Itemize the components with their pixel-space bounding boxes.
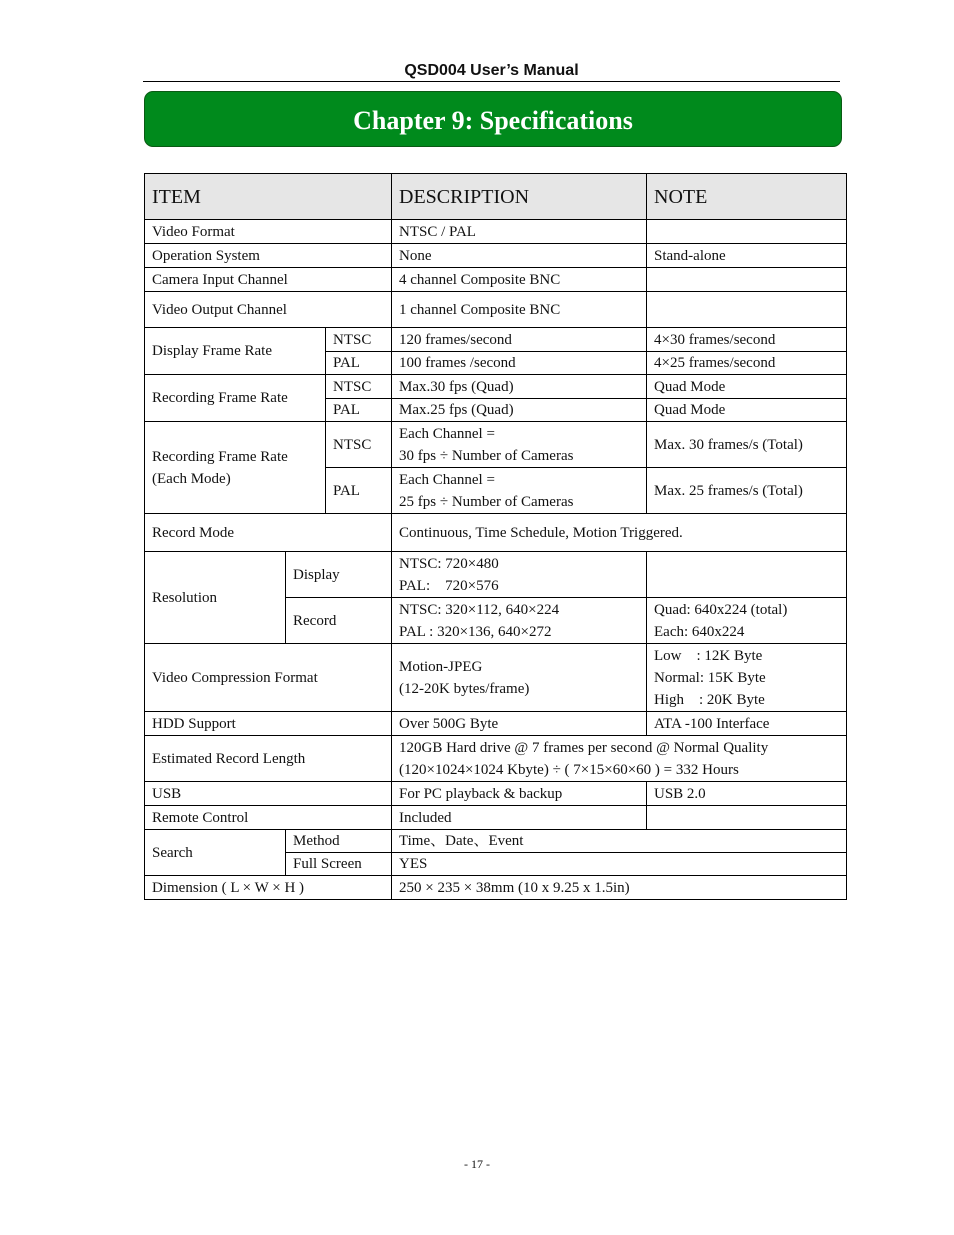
description-line: Each Channel = [399,425,495,442]
row-description: 250 × 235 × 38mm (10 x 9.25 x 1.5in) [392,876,847,900]
row-item: Video Format [145,220,392,244]
row-item: USB [145,782,392,806]
row-subitem: Method [286,830,392,853]
row-item: Estimated Record Length [145,736,392,782]
row-item: Remote Control [145,806,392,830]
row-description: For PC playback & backup [392,782,647,806]
row-subitem: PAL [326,399,392,422]
row-item: Display Frame Rate [145,328,326,375]
row-description [392,422,647,468]
row-description: 120 frames/second [392,328,647,352]
row-subitem: NTSC [326,375,392,399]
description-line: 25 fps ÷ Number of Cameras [399,493,574,510]
table-row [145,830,847,853]
row-description [392,468,647,514]
row-item-line: Recording Frame Rate [152,448,288,465]
row-description: 100 frames /second [392,352,647,375]
row-item: Dimension ( L × W × H ) [145,876,392,900]
description-line: NTSC: 720×480 [399,555,499,572]
description-line: (12-20K bytes/frame) [399,680,530,697]
note-line: Normal: 15K Byte [654,669,766,686]
row-description: None [392,244,647,268]
row-item [145,422,326,514]
row-note: Max. 30 frames/s (Total) [647,422,847,468]
header-description: DESCRIPTION [392,174,647,220]
description-line: PAL: 720×576 [399,577,499,594]
row-item: Recording Frame Rate [145,375,326,422]
row-note [647,292,847,328]
row-note: Max. 25 frames/s (Total) [647,468,847,514]
description-line: 120GB Hard drive @ 7 frames per second @ Normal Quality [399,739,769,756]
row-subitem: PAL [326,352,392,375]
description-line: Motion-JPEG [399,658,483,675]
row-note: Quad Mode [647,375,847,399]
row-description: Continuous, Time Schedule, Motion Triggered. [392,514,847,552]
row-item-line: (Each Mode) [152,470,231,487]
row-subitem: NTSC [326,328,392,352]
description-line: 30 fps ÷ Number of Cameras [399,447,574,464]
row-item: Video Output Channel [145,292,392,328]
row-note: ATA -100 Interface [647,712,847,736]
table-row [145,375,847,399]
table-row [145,782,847,806]
table-row [145,292,847,328]
table-row [145,736,847,782]
row-note: 4×25 frames/second [647,352,847,375]
row-description: Max.30 fps (Quad) [392,375,647,399]
row-item: Camera Input Channel [145,268,392,292]
note-line: High : 20K Byte [654,691,765,708]
table-row [145,422,847,468]
row-item: HDD Support [145,712,392,736]
row-item: Video Compression Format [145,644,392,712]
row-description: 1 channel Composite BNC [392,292,647,328]
note-line: Low : 12K Byte [654,647,763,664]
table-row [145,552,847,598]
row-note [647,598,847,644]
row-note [647,644,847,712]
row-description: Over 500G Byte [392,712,647,736]
note-line: Quad: 640x224 (total) [654,601,788,618]
row-description [392,598,647,644]
row-item: Resolution [145,552,286,644]
row-description: Included [392,806,647,830]
row-note [647,220,847,244]
row-note [647,552,847,598]
row-item: Operation System [145,244,392,268]
row-description: 4 channel Composite BNC [392,268,647,292]
row-note [647,806,847,830]
row-subitem: NTSC [326,422,392,468]
page-number: - 17 - [464,1157,490,1171]
row-subitem: Record [286,598,392,644]
table-row [145,876,847,900]
table-row [145,244,847,268]
description-line: (120×1024×1024 Kbyte) ÷ ( 7×15×60×60 ) = 332 Hours [399,761,739,778]
row-description: NTSC / PAL [392,220,647,244]
chapter-title-banner: Chapter 9: Specifications [144,91,842,147]
table-row [145,644,847,712]
row-description: YES [392,853,847,876]
row-description [392,552,647,598]
row-item: Record Mode [145,514,392,552]
note-line: Each: 640x224 [654,623,745,640]
running-header: QSD004 User’s Manual [143,61,840,82]
table-row [145,806,847,830]
description-line: PAL : 320×136, 640×272 [399,623,552,640]
table-header-row [145,174,847,220]
row-subitem: PAL [326,468,392,514]
row-subitem: Full Screen [286,853,392,876]
row-subitem: Display [286,552,392,598]
table-row [145,328,847,352]
row-description [392,736,847,782]
description-line: Each Channel = [399,471,495,488]
row-description [392,644,647,712]
row-note: USB 2.0 [647,782,847,806]
row-description: Time、Date、Event [392,830,847,853]
row-note: Stand-alone [647,244,847,268]
row-note [647,268,847,292]
header-note: NOTE [647,174,847,220]
table-row [145,268,847,292]
row-description: Max.25 fps (Quad) [392,399,647,422]
row-note: 4×30 frames/second [647,328,847,352]
header-item: ITEM [145,174,392,220]
row-item: Search [145,830,286,876]
table-row [145,514,847,552]
table-row [145,220,847,244]
row-note: Quad Mode [647,399,847,422]
table-row [145,712,847,736]
description-line: NTSC: 320×112, 640×224 [399,601,560,618]
specifications-table [144,173,847,900]
